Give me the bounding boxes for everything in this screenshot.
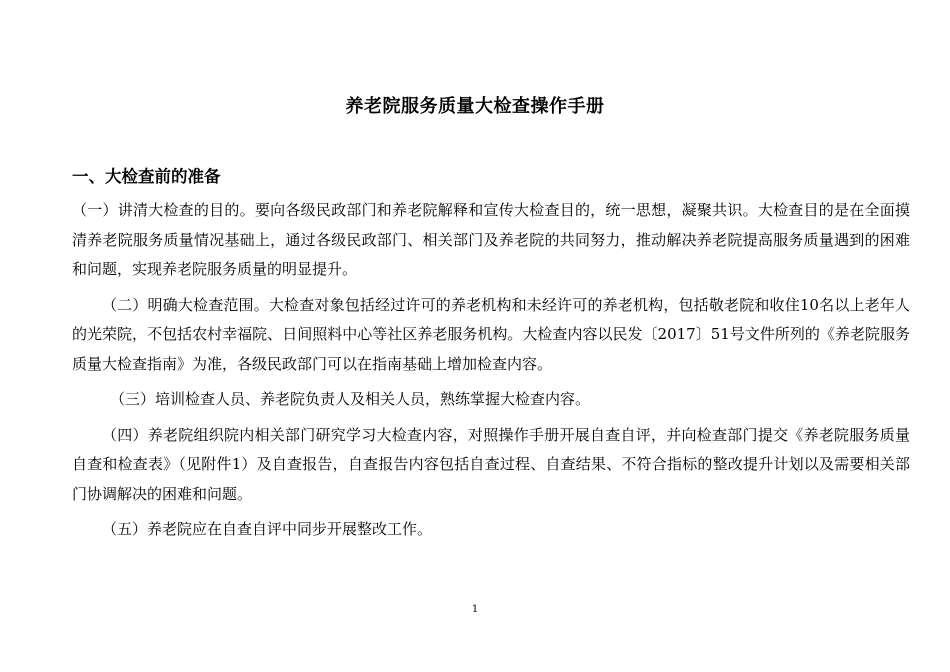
section-heading: 一、大检查前的准备	[72, 167, 221, 186]
page-number: 1	[471, 604, 479, 615]
paragraph-5: （五）养老院应在自查自评中同步开展整改工作。	[102, 520, 433, 538]
document-title: 养老院服务质量大检查操作手册	[345, 96, 605, 117]
paragraph-2: （二）明确大检查范围。大检查对象包括经过许可的养老机构和未经许可的养老机构，包括敬老院和收住10名以上老年人的光荣院，不包括农村幸福院、日间照料中心等社区养老服务机构。大检查内容以民发〔2017〕51号文件所列的《养老院服务质量大检查指南》为准，各级民政部门可以在指南基础上增加检查内容。	[72, 295, 910, 373]
paragraph-4: （四）养老院组织院内相关部门研究学习大检查内容，对照操作手册开展自查自评，并向检查部门提交《养老院服务质量自查和检查表》（见附件1）及自查报告，自查报告内容包括自查过程、自查结果、不符合指标的整改提升计划以及需要相关部门协调解决的困难和问题。	[72, 425, 910, 503]
paragraph-3: （三）培训检查人员、养老院负责人及相关人员，熟练掌握大检查内容。	[110, 390, 591, 408]
paragraph-1: （一）讲清大检查的目的。要向各级民政部门和养老院解释和宣传大检查目的，统一思想，凝聚共识。大检查目的是在全面摸清养老院服务质量情况基础上，通过各级民政部门、相关部门及养老院的共同努力，推动解决养老院提高服务质量遇到的困难和问题，实现养老院服务质量的明显提升。	[72, 201, 910, 278]
document-body	[72, 196, 910, 551]
